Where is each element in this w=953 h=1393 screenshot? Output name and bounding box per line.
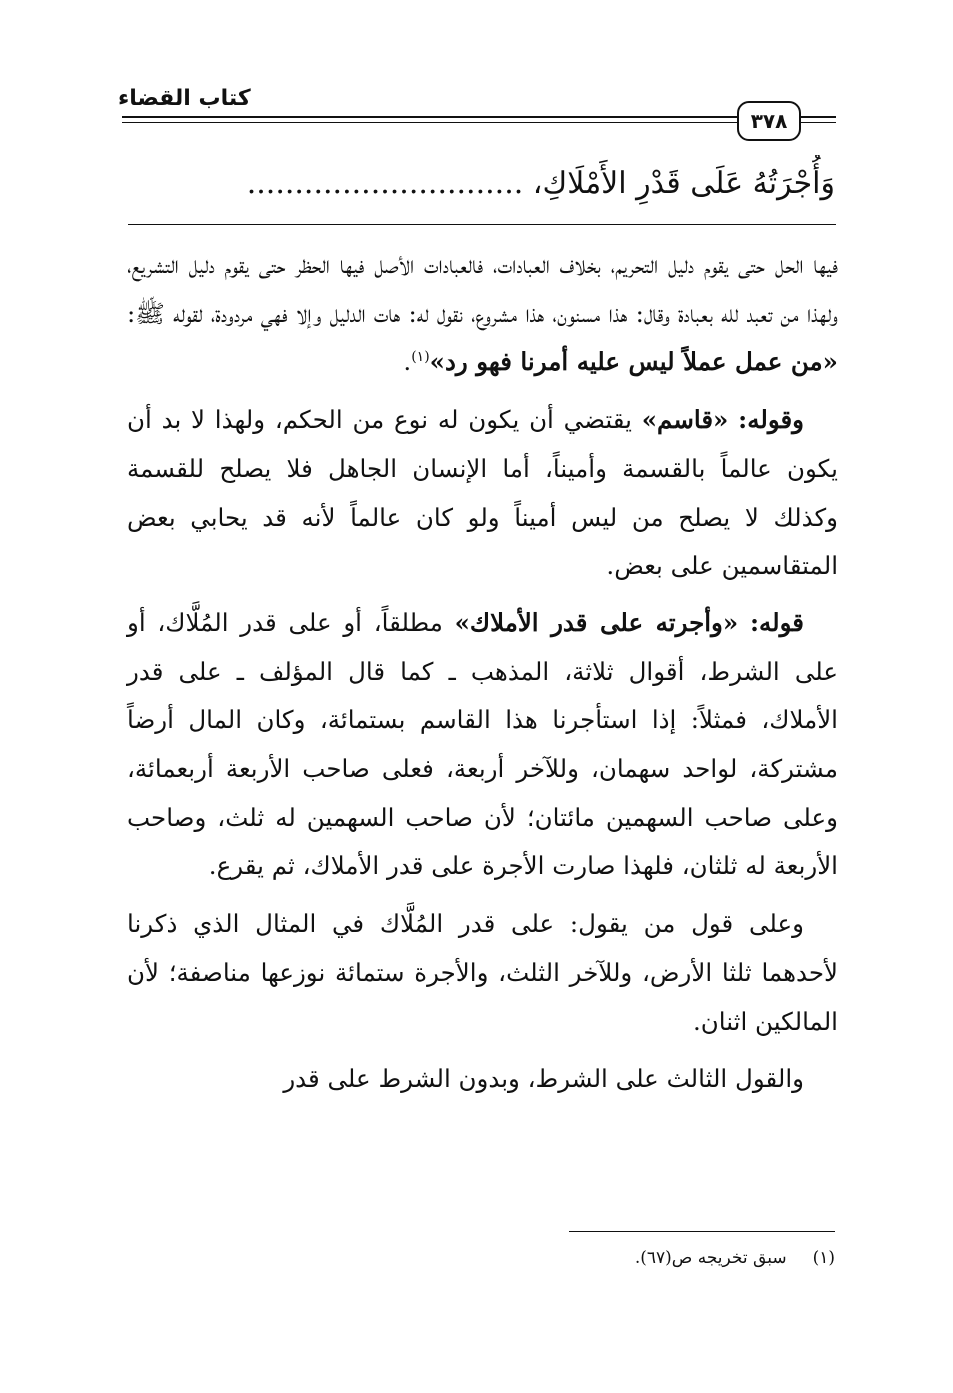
header-rule (122, 116, 737, 118)
footnote (450, 1245, 835, 1271)
header-rule-thin (122, 122, 737, 123)
footnote-text: سبق تخريجه ص(٦٧). (634, 1248, 787, 1268)
running-header-title: كتاب القضاء (118, 86, 251, 111)
header-rule-right-thin (800, 122, 836, 123)
footnote-reference: (١) (411, 349, 430, 366)
paragraph-text: فيها الحل حتى يقوم دليل التحريم، بخلاف العبادات، فالعبادات الأصل فيها الحظر حتى يقوم دليل التشريع، ولهذا من تعبد لله بعبادة وقال: هذا مسنون، هذا مشروع، نقول له: هات الدليل وإلا فهي مردودة، لقوله ﷺ: (127, 250, 838, 328)
paragraph-4 (127, 900, 838, 1046)
matn-quote: «وأجرته على قدر الأملاك» (454, 607, 739, 637)
paragraph-text: يقتضي أن يكون له نوع من الحكم، ولهذا لا بد أن يكون عالماً بالقسمة وأميناً، أما الإنسان الجاهل فلا يصلح للقسمة وكذلك لا يصلح من ليس أميناً ولو كان عالماً لأنه قد يحابي بعض المتقاسمين على بعض. (127, 405, 838, 581)
matn-divider (128, 224, 836, 225)
matn-text: وَأُجْرَتُهُ عَلَى قَدْرِ الأَمْلَاكِ، ............................. (246, 166, 835, 201)
paragraph-text: وعلى قول من يقول: على قدر المُلَّاك في المثال الذي ذكرنا لأحدهما ثلثا الأرض، وللآخر الثلث، والأجرة ستمائة نوزعها مناصفة؛ لأن المالكين اثنان. (127, 909, 838, 1036)
header-rule-right (800, 116, 836, 118)
paragraph-5 (127, 1055, 838, 1104)
paragraph-label: قوله: (749, 607, 804, 637)
footnote-number: (١) (812, 1248, 835, 1268)
paragraph-tail: . (403, 347, 412, 377)
footnote-divider (569, 1231, 835, 1232)
matn-quote: «قاسم» (641, 405, 729, 435)
paragraph-2 (127, 396, 838, 591)
paragraph-label: وقوله: (738, 405, 805, 435)
hadith-quote: «من عمل عملاً ليس عليه أمرنا فهو رد» (429, 347, 838, 377)
paragraph-text: والقول الثالث على الشرط، وبدون الشرط على قدر (283, 1064, 804, 1094)
commentary-body (127, 241, 838, 1104)
paragraph-3 (127, 599, 838, 891)
paragraph-text: مطلقاً، أو على قدر المُلَّاك، أو على الشرط، أقوال ثلاثة، المذهب ـ كما قال المؤلف ـ على قدر الأملاك، فمثلاً: إذا استأجرنا هذا القاسم بستمائة، وكان المال أرضاً مشتركة، لواحد سهمان، وللآخر أربعة، فعلى صاحب الأربعة أربعمائة، وعلى صاحب السهمين مائتان؛ لأن صاحب السهمين له ثلث، وصاحب الأربعة له ثلثان، فلهذا صارت الأجرة على قدر الأملاك، ثم يقرع. (127, 607, 838, 881)
page-number-box (737, 101, 801, 141)
page-number: ٣٧٨ (750, 109, 788, 133)
paragraph-1 (127, 241, 838, 387)
